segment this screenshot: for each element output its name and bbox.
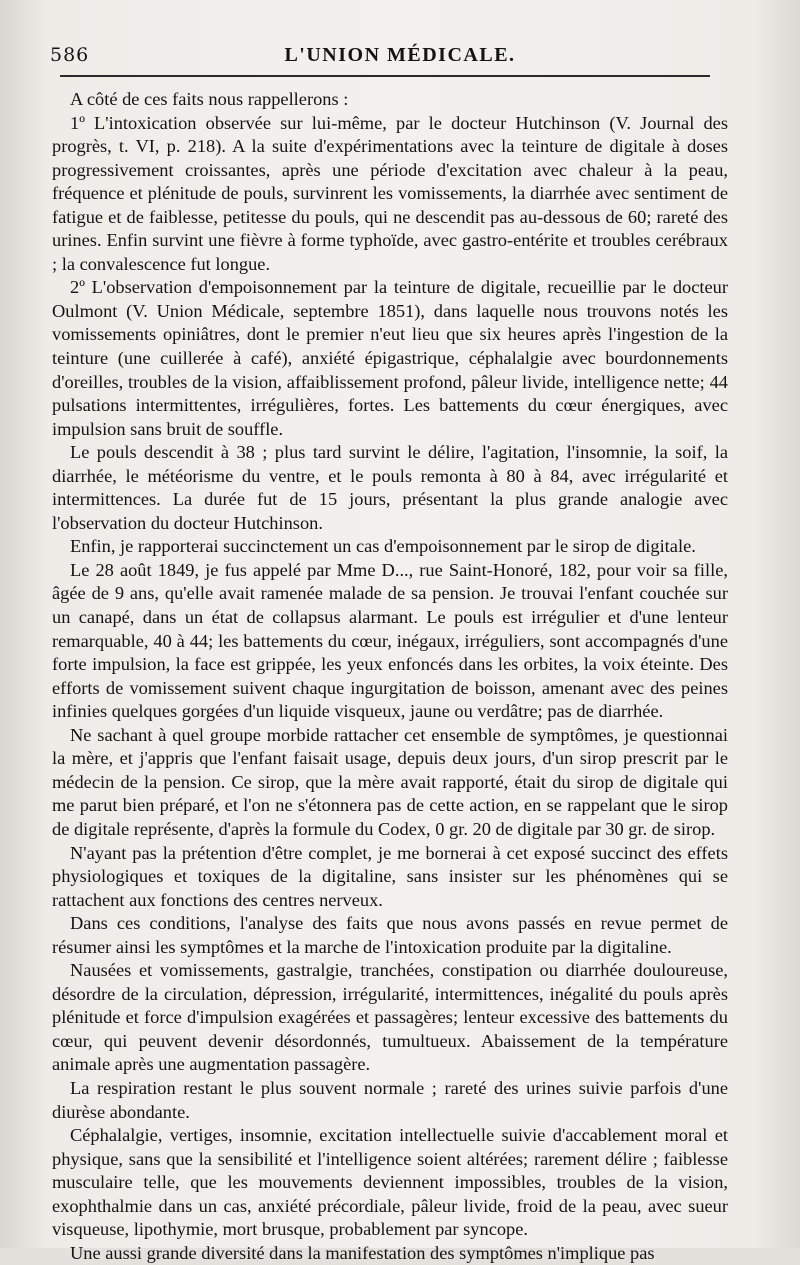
- paragraph: N'ayant pas la prétention d'être complet, je me bornerai à cet exposé succinct des effets physiologiques et toxiques de la digitaline, sans insister sur les phénomènes qui se rattachent aux fonctions des centres nerveux.: [52, 842, 728, 910]
- paragraph: Le pouls descendit à 38 ; plus tard survint le délire, l'agitation, l'insomnie, la soif, la diarrhée, le météorisme du ventre, et le pouls remonta à 80 à 84, avec irrégularité et intermittences. La durée fut de 15 jours, présentant la plus grande analogie avec l'observation du docteur Hutchinson.: [52, 442, 728, 533]
- paragraph: La respiration restant le plus souvent normale ; rareté des urines suivie parfois d'une diurèse abondante.: [52, 1077, 728, 1122]
- paragraph: 2º L'observation d'empoisonnement par la teinture de digitale, recueillie par le docteur Oulmont (V. Union Médicale, septembre 1851), dans laquelle nous trouvons notés les vomissements opiniâtres, dont le premier n'eut lieu que six heures après l'ingestion de la teinture (une cuillerée à café), anxiété épigastrique, céphalalgie avec bourdonnements d'oreilles, troubles de la vision, affaiblissement profond, pâleur livide, intelligence nette; 44 pulsations intermittentes, irrégulières, fortes. Les battements du cœur énergiques, avec impulsion sans bruit de souffle.: [52, 277, 728, 439]
- running-title: L'UNION MÉDICALE.: [284, 44, 516, 66]
- header-rule: [60, 75, 710, 77]
- article-body: [52, 88, 728, 1265]
- paragraph: Le 28 août 1849, je fus appelé par Mme D..., rue Saint-Honoré, 182, pour voir sa fille, âgée de 9 ans, qu'elle avait ramenée malade de sa pension. Je trouvai l'enfant couchée sur un canapé, dans un état de collapsus alarmant. Le pouls est irrégulier et d'une lenteur remarquable, 40 à 44; les battements du cœur, inégaux, irréguliers, sont accompagnés d'une forte impulsion, la face est grippée, les yeux enfoncés dans les orbites, la voix éteinte. Des efforts de vomissement suivent chaque ingurgitation de boisson, amenant avec des peines infinies quelques gorgées d'un liquide visqueux, jaune ou verdâtre; pas de diarrhée.: [52, 559, 728, 722]
- paragraph: A côté de ces faits nous rappellerons :: [70, 89, 349, 109]
- paragraph: Dans ces conditions, l'analyse des faits que nous avons passés en revue permet de résumer ainsi les symptômes et la marche de l'intoxication produite par la digitaline.: [52, 913, 728, 957]
- page-number: 586: [50, 44, 90, 66]
- paragraph: Céphalalgie, vertiges, insomnie, excitation intellectuelle suivie d'accablement moral et physique, sans que la sensibilité et l'intelligence soient altérées; rarement délire ; faiblesse musculaire telle, que les mouvements deviennent impossibles, troubles de la vision, exophthalmie dans un cas, anxiété précordiale, pâleur livide, froid de la peau, avec sueur visqueuse, lipothymie, mort brusque, probablement par syncope.: [52, 1125, 728, 1240]
- page-header: [50, 40, 750, 80]
- paragraph: Une aussi grande diversité dans la manifestation des symptômes n'implique pas: [70, 1242, 655, 1263]
- paragraph: Enfin, je rapporterai succinctement un cas d'empoisonnement par le sirop de digitale.: [70, 536, 696, 557]
- paragraph: Ne sachant à quel groupe morbide rattacher cet ensemble de symptômes, je questionnai la mère, et j'appris que l'enfant faisait usage, depuis deux jours, d'un sirop prescrit par le médecin de la pension. Ce sirop, que la mère avait rapporté, était du sirop de digitale qui me parut bien préparé, et l'on ne s'étonnera pas de cette action, en se rappelant que le sirop de digitale représente, d'après la formule du Codex, 0 gr. 20 de digitale par 30 gr. de sirop.: [52, 724, 728, 839]
- paragraph: Nausées et vomissements, gastralgie, tranchées, constipation ou diarrhée douloureuse, désordre de la circulation, dépression, irrégularité, intermittences, inégalité du pouls après plénitude et force d'impulsion exagérées et passagères; lenteur excessive des battements du cœur, qui peuvent devenir désordonnés, tumultueux. Abaissement de la température animale après une augmentation passagère.: [52, 960, 728, 1075]
- paragraph: 1º L'intoxication observée sur lui-même, par le docteur Hutchinson (V. Journal des progrès, t. VI, p. 218). A la suite d'expérimentations avec la teinture de digitale à doses progressivement croissantes, après une période d'excitation avec chaleur à la peau, fréquence et plénitude de pouls, survinrent les vomissements, la diarrhée avec sentiment de fatigue et de faiblesse, petitesse du pouls, qui ne descendit pas au-dessous de 60; rareté des urines. Enfin survint une fièvre à forme typhoïde, avec gastro-entérite et troubles cerébraux ; la convalescence fut longue.: [52, 112, 728, 274]
